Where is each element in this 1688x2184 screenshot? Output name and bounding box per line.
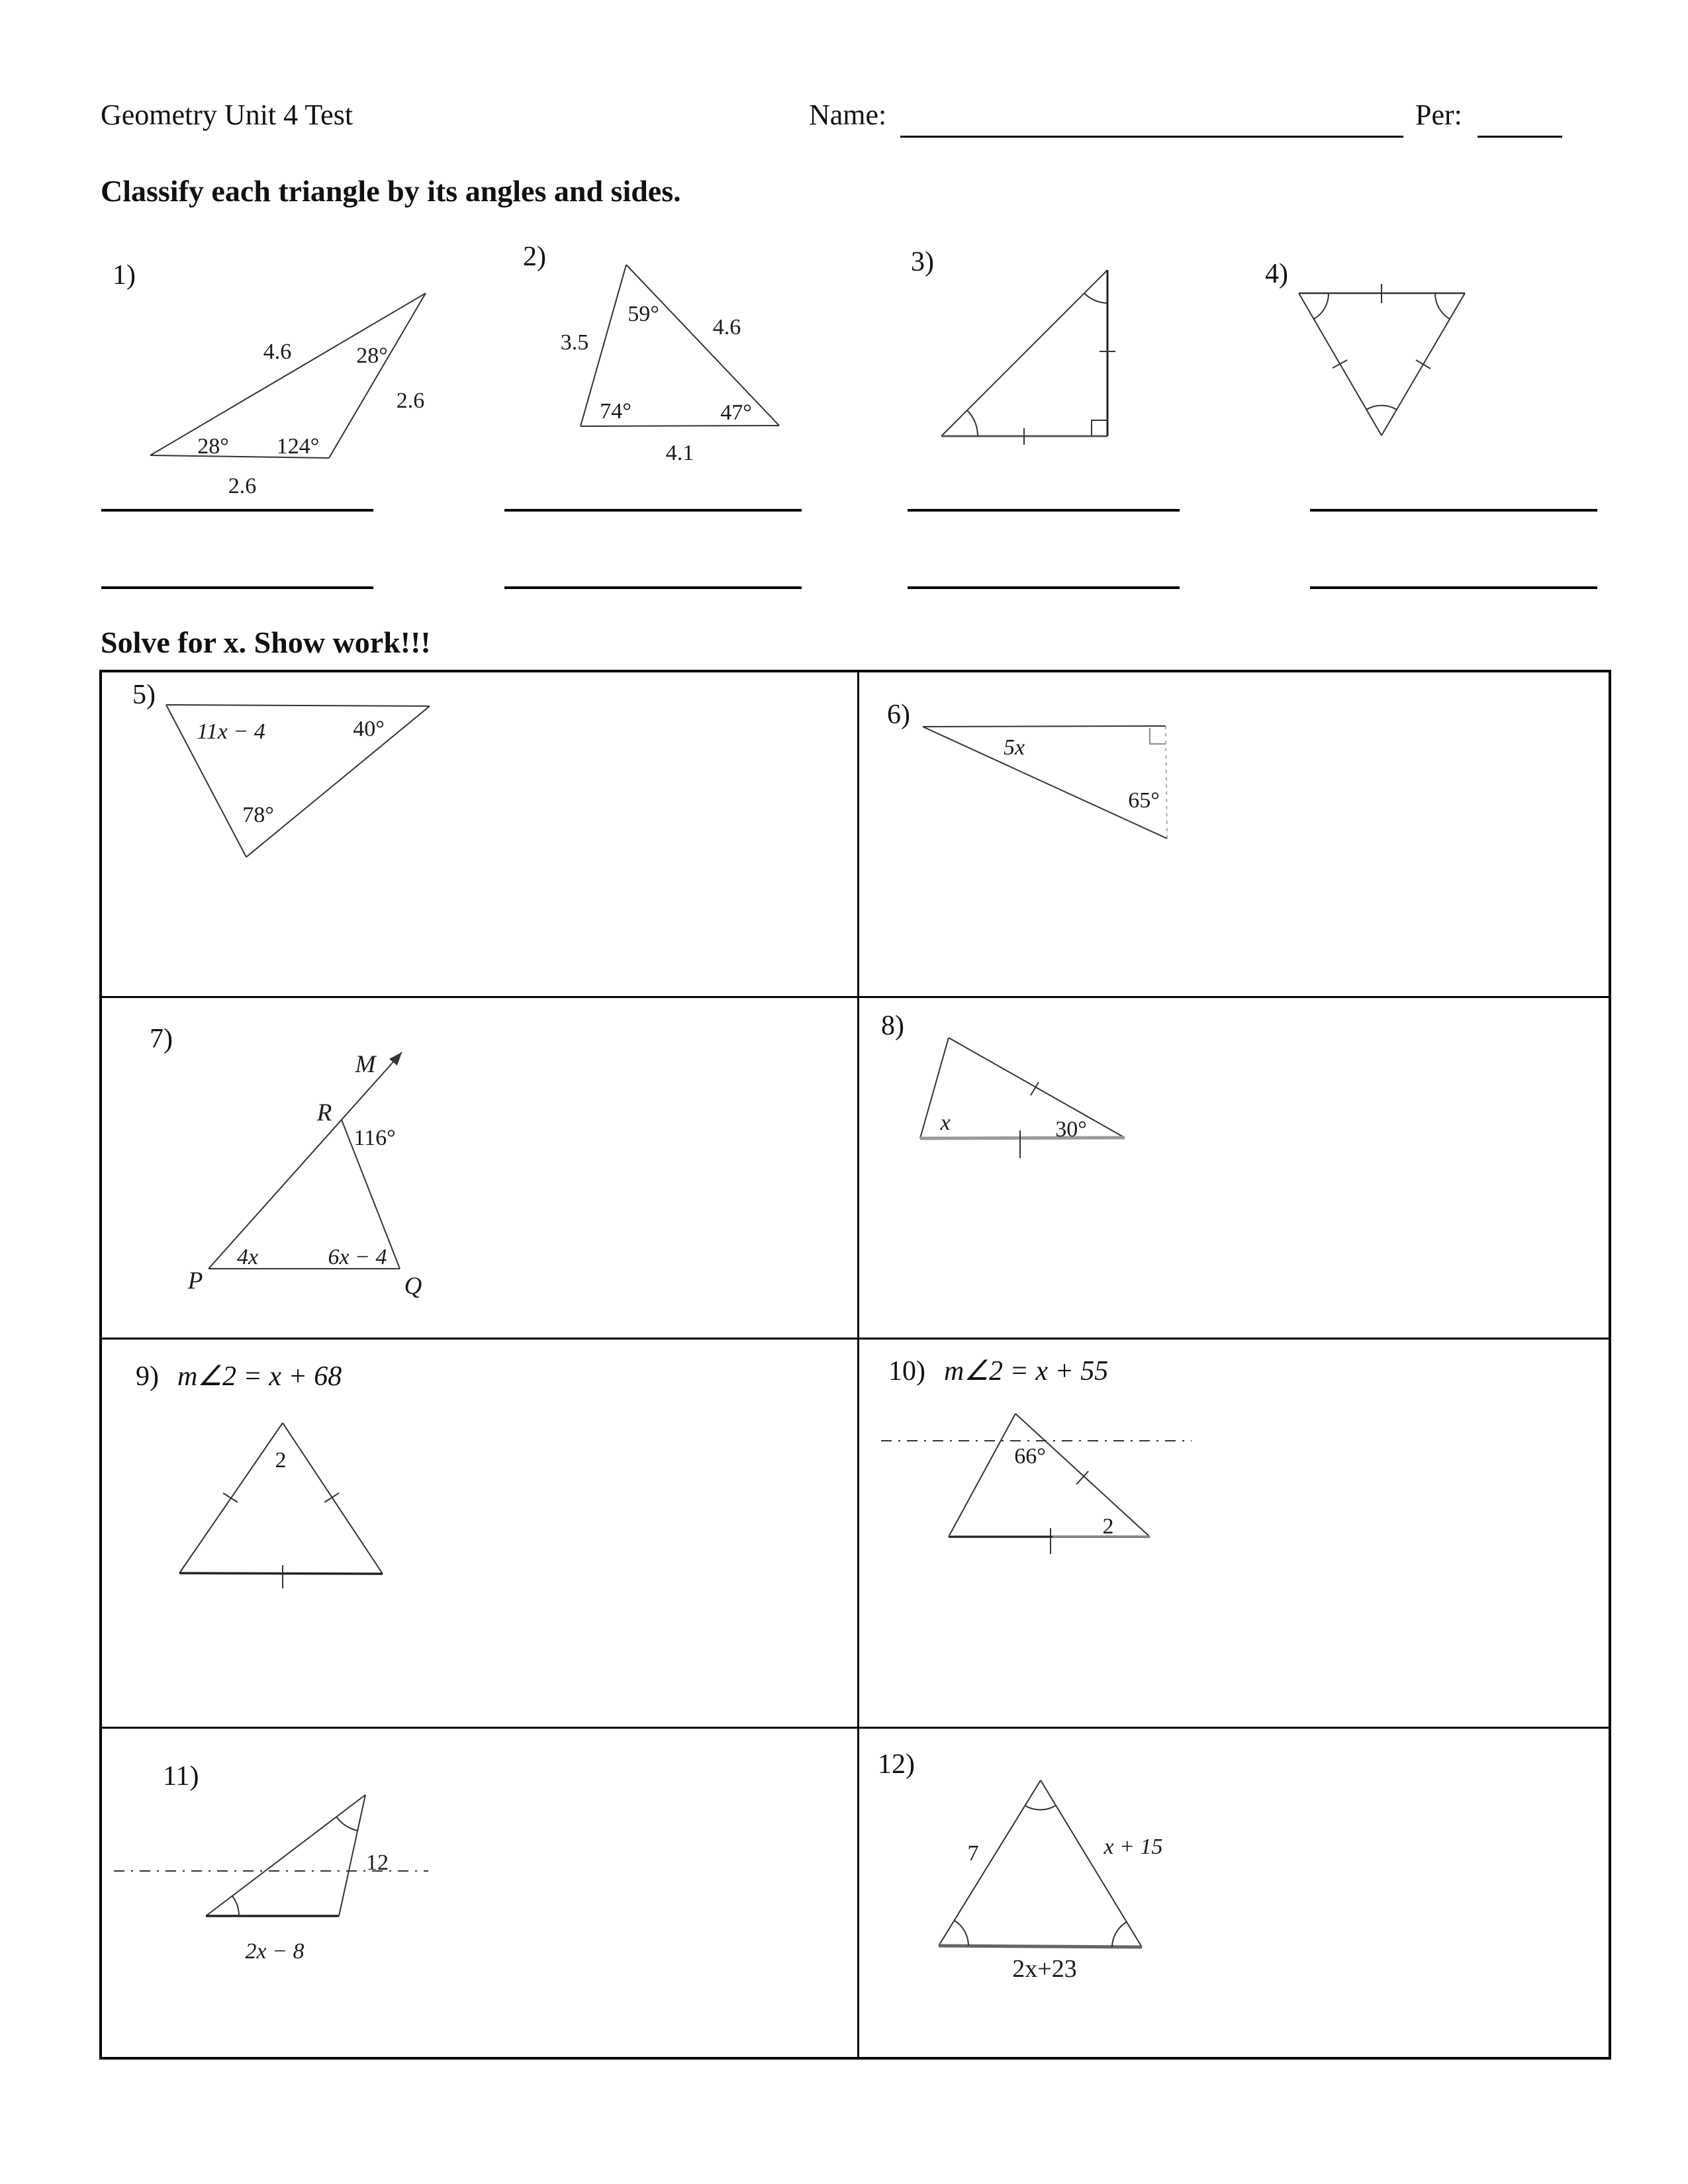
problem-4-number: 4) bbox=[1265, 259, 1288, 289]
triangle-side bbox=[949, 1038, 1125, 1138]
p1-side-right-label: 2.6 bbox=[396, 388, 425, 413]
answer-blank-1a bbox=[101, 509, 373, 512]
problem-4-figure bbox=[1244, 251, 1523, 463]
p2-apex-angle-label: 59° bbox=[628, 302, 659, 326]
answer-blank-4b bbox=[1310, 586, 1597, 589]
problem-5-number: 5) bbox=[132, 680, 156, 710]
p9-equation: m∠2 = x + 68 bbox=[177, 1361, 342, 1392]
p5-right-angle-label: 40° bbox=[353, 717, 385, 741]
p7-exterior-angle-label: 116° bbox=[353, 1126, 396, 1150]
angle-arc bbox=[955, 1921, 968, 1946]
triangle-side bbox=[1015, 1414, 1150, 1537]
ray-pm bbox=[209, 1052, 402, 1269]
triangle-side bbox=[339, 1795, 365, 1916]
problem-9-figure bbox=[106, 1338, 847, 1725]
p2-left-angle-label: 74° bbox=[600, 399, 632, 424]
angle-arc bbox=[1025, 1805, 1056, 1810]
period-label: Per: bbox=[1415, 99, 1462, 131]
tick-mark bbox=[1333, 360, 1347, 368]
problem-6-number: 6) bbox=[887, 700, 910, 730]
p2-side-left-label: 3.5 bbox=[560, 330, 589, 355]
angle-arc bbox=[1366, 406, 1397, 410]
problem-3-figure bbox=[887, 251, 1165, 470]
answer-blank-2b bbox=[504, 586, 802, 589]
problem-2-figure bbox=[503, 251, 821, 473]
triangle-side bbox=[1166, 726, 1167, 839]
p7-point-p-label: P bbox=[187, 1267, 203, 1295]
angle-arc bbox=[336, 1817, 357, 1831]
p2-side-right-label: 4.6 bbox=[712, 315, 741, 340]
triangle-side bbox=[923, 726, 1166, 727]
problem-6-figure bbox=[861, 675, 1602, 993]
table-row-divider-1 bbox=[102, 996, 1609, 998]
angle-arc bbox=[1435, 293, 1450, 319]
answer-blank-1b bbox=[101, 586, 373, 589]
triangle-side bbox=[329, 293, 426, 458]
problem-3-number: 3) bbox=[911, 247, 934, 277]
solve-section-heading: Solve for x. Show work!!! bbox=[101, 625, 431, 659]
name-blank-line bbox=[900, 136, 1403, 138]
p10-equation: m∠2 = x + 55 bbox=[944, 1356, 1109, 1387]
right-angle-marker bbox=[1092, 420, 1107, 436]
period-blank-line bbox=[1477, 136, 1562, 138]
problem-7-number: 7) bbox=[150, 1024, 173, 1054]
p11-bottom-label: 2x − 8 bbox=[245, 1939, 305, 1964]
p9-apex-angle-label: 2 bbox=[275, 1448, 287, 1473]
problem-7-figure bbox=[106, 1003, 847, 1334]
problem-11-figure bbox=[106, 1727, 847, 2058]
p1-right-angle-label: 124° bbox=[276, 434, 320, 459]
problem-1-number: 1) bbox=[113, 260, 136, 291]
p7-point-m-label: M bbox=[355, 1051, 376, 1078]
tick-mark bbox=[1416, 360, 1430, 369]
p1-side-top-label: 4.6 bbox=[263, 340, 292, 364]
triangle-side bbox=[939, 1946, 1142, 1947]
answer-blank-3b bbox=[908, 586, 1180, 589]
triangle-side bbox=[179, 1573, 383, 1574]
tick-mark bbox=[223, 1493, 238, 1502]
triangle-side bbox=[949, 1414, 1015, 1537]
p8-left-angle-label: x bbox=[940, 1111, 951, 1135]
problem-10-number: 10) bbox=[888, 1356, 925, 1387]
angle-arc bbox=[1084, 293, 1107, 303]
tick-mark bbox=[324, 1493, 339, 1502]
answer-blank-2a bbox=[504, 509, 802, 512]
angle-arc bbox=[1314, 293, 1329, 319]
p1-apex-angle-label: 28° bbox=[356, 343, 388, 368]
problem-12-number: 12) bbox=[878, 1749, 915, 1780]
answer-blank-3a bbox=[908, 509, 1180, 512]
p7-point-q-label: Q bbox=[404, 1273, 422, 1300]
p10-right-label: 2 bbox=[1102, 1514, 1114, 1539]
p7-angle-p-label: 4x bbox=[236, 1245, 259, 1269]
problem-8-number: 8) bbox=[881, 1011, 904, 1041]
p7-point-r-label: R bbox=[316, 1099, 332, 1126]
p2-right-angle-label: 47° bbox=[720, 400, 752, 425]
answer-blank-4a bbox=[1310, 509, 1597, 512]
p2-side-bottom-label: 4.1 bbox=[665, 441, 694, 465]
classify-section-heading: Classify each triangle by its angles and sides. bbox=[101, 174, 681, 208]
p12-side-left-label: 7 bbox=[967, 1841, 979, 1866]
problem-8-figure bbox=[861, 1003, 1602, 1334]
angle-arc bbox=[967, 410, 978, 436]
triangle-side bbox=[626, 265, 779, 426]
p5-left-angle-label: 11x − 4 bbox=[197, 719, 265, 744]
triangle-side bbox=[246, 706, 430, 857]
angle-arc bbox=[232, 1896, 239, 1916]
problem-12-figure bbox=[861, 1727, 1602, 2058]
p8-right-angle-label: 30° bbox=[1055, 1117, 1087, 1142]
problem-9-number: 9) bbox=[136, 1361, 159, 1392]
p6-side-top-label: 5x bbox=[1003, 735, 1025, 760]
p1-side-bottom-label: 2.6 bbox=[228, 474, 257, 498]
problem-10-figure bbox=[861, 1338, 1602, 1725]
name-label: Name: bbox=[809, 99, 887, 131]
problem-1-figure bbox=[99, 258, 457, 496]
triangle-side bbox=[150, 293, 426, 455]
p6-right-angle-label: 65° bbox=[1128, 788, 1160, 813]
table-column-divider bbox=[857, 672, 859, 2057]
triangle-side bbox=[283, 1423, 383, 1574]
angle-arc bbox=[1112, 1922, 1127, 1947]
right-angle-marker bbox=[1150, 728, 1166, 744]
triangle-side bbox=[941, 270, 1107, 436]
p7-angle-q-label: 6x − 4 bbox=[328, 1245, 387, 1269]
triangle-side bbox=[923, 727, 1167, 839]
problem-5-figure bbox=[106, 675, 847, 993]
problem-11-number: 11) bbox=[163, 1761, 199, 1792]
p1-left-angle-label: 28° bbox=[197, 434, 229, 459]
page-title: Geometry Unit 4 Test bbox=[101, 99, 353, 131]
p12-side-right-label: x + 15 bbox=[1103, 1835, 1163, 1859]
triangle-side bbox=[166, 705, 430, 706]
p5-bottom-angle-label: 78° bbox=[242, 803, 274, 827]
problem-2-number: 2) bbox=[523, 242, 546, 272]
p10-apex-angle-label: 66° bbox=[1014, 1444, 1046, 1469]
p12-side-bottom-label: 2x+23 bbox=[1012, 1955, 1077, 1983]
triangle-side bbox=[206, 1795, 365, 1916]
p11-side-right-label: 12 bbox=[366, 1850, 389, 1875]
